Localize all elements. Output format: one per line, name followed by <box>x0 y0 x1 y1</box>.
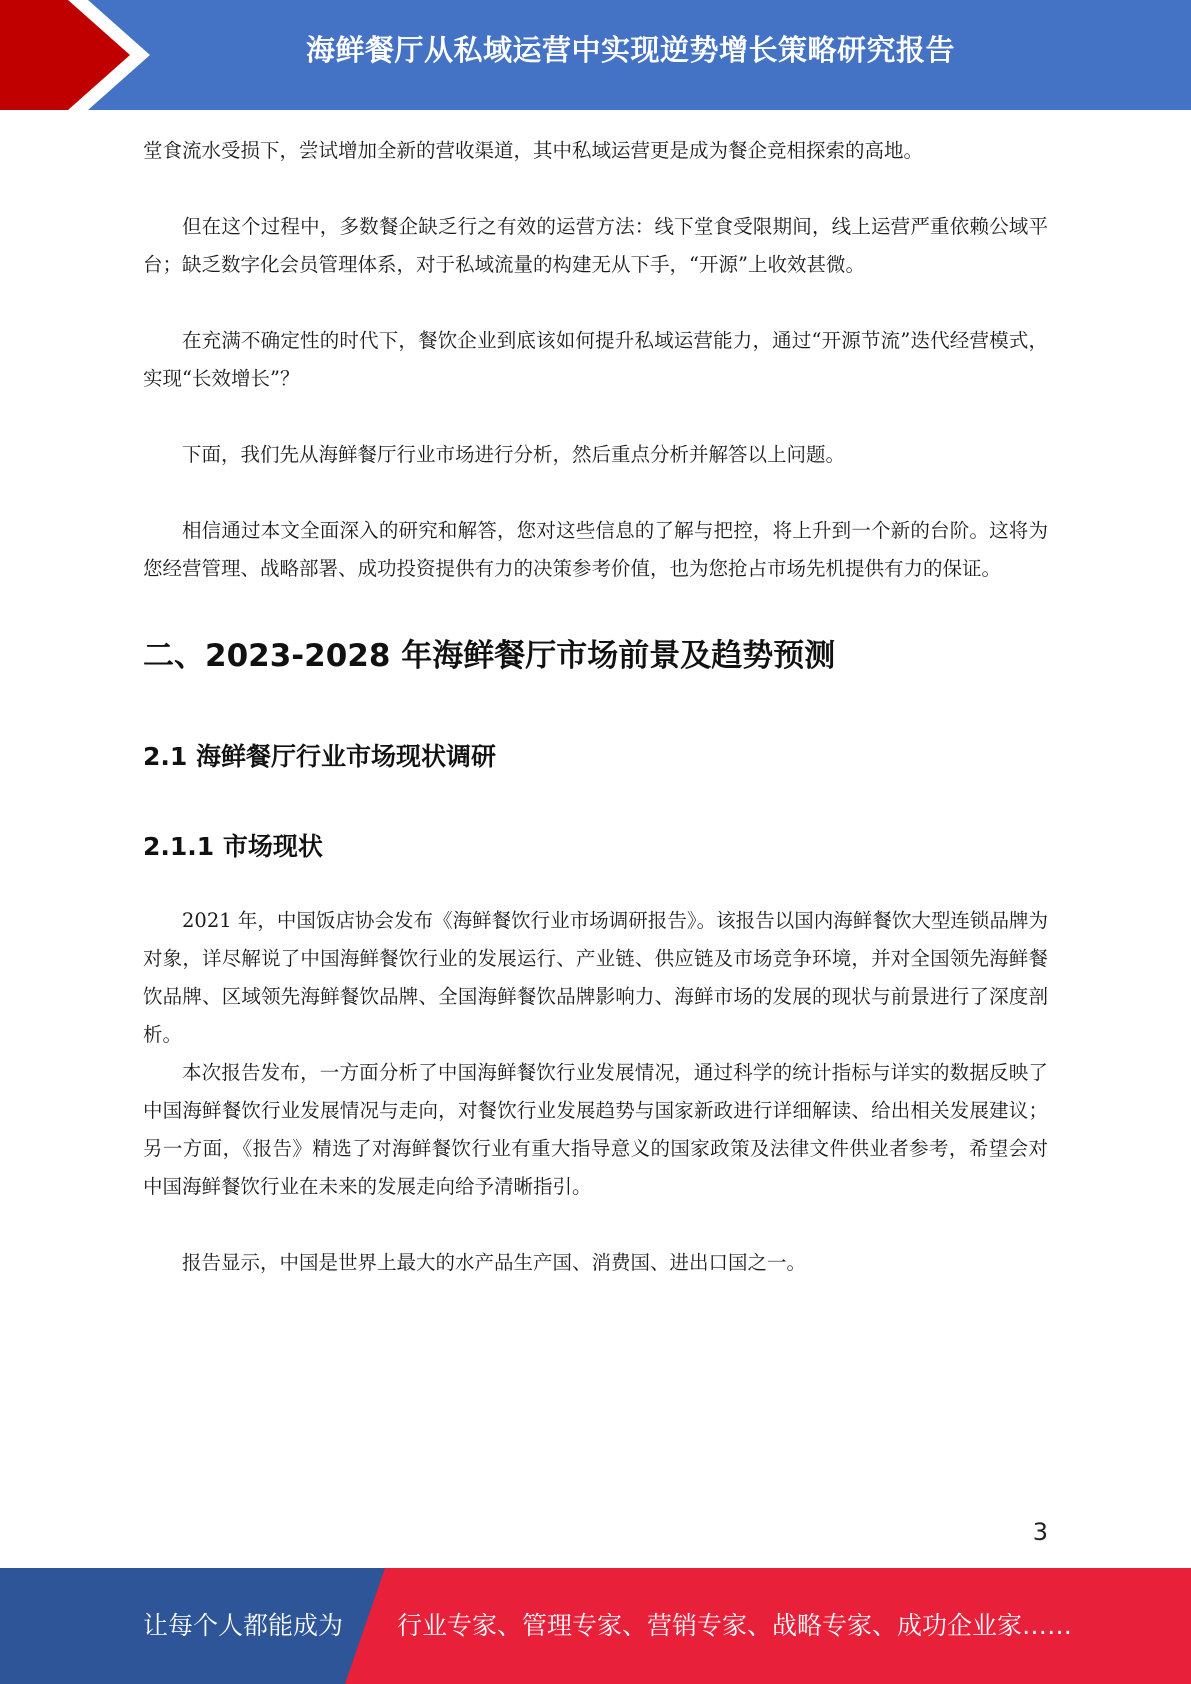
page-header <box>0 0 1191 110</box>
subsection-heading: 2.1 海鲜餐厅行业市场现状调研 <box>143 742 496 771</box>
intro-paragraph-2: 但在这个过程中，多数餐企缺乏行之有效的运营方法：线下堂食受限期间，线上运营严重依赖公域平台；缺乏数字化会员管理体系，对于私域流量的构建无从下手，“开源”上收效甚微。 <box>143 215 1048 276</box>
body-paragraph-1: 2021 年，中国饭店协会发布《海鲜餐饮行业市场调研报告》。该报告以国内海鲜餐饮大型连锁品牌为对象，详尽解说了中国海鲜餐饮行业的发展运行、产业链、供应链及市场竞争环境，并对全国领先海鲜餐饮品牌、区域领先海鲜餐饮品牌、全国海鲜餐饮品牌影响力、海鲜市场的发展的现状与前景进行了深度剖析。 <box>143 909 1048 1046</box>
page-number: 3 <box>1032 1518 1048 1546</box>
footer-slogan-left: 让每个人都能成为 <box>143 1611 344 1640</box>
body-paragraph-2: 本次报告发布，一方面分析了中国海鲜餐饮行业发展情况，通过科学的统计指标与详实的数据反映了中国海鲜餐饮行业发展情况与走向，对餐饮行业发展趋势与国家新政进行详细解读、给出相关发展建议；另一方面，《报告》精选了对海鲜餐饮行业有重大指导意义的国家政策及法律文件供业者参考，希望会对中国海鲜餐饮行业在未来的发展走向给予清晰指引。 <box>143 1061 1048 1198</box>
body-paragraph-3: 报告显示，中国是世界上最大的水产品生产国、消费国、进出口国之一。 <box>182 1251 807 1274</box>
intro-paragraph-1: 堂食流水受损下，尝试增加全新的营收渠道，其中私域运营更是成为餐企竞相探索的高地。 <box>143 139 924 162</box>
section-heading: 二、2023-2028 年海鲜餐厅市场前景及趋势预测 <box>143 638 836 674</box>
page-footer <box>0 1568 1191 1684</box>
intro-paragraph-3: 在充满不确定性的时代下，餐饮企业到底该如何提升私域运营能力，通过“开源节流”迭代经营模式，实现“长效增长”？ <box>143 329 1048 390</box>
document-body <box>143 132 1048 1282</box>
document-title: 海鲜餐厅从私域运营中实现逆势增长策略研究报告 <box>305 33 955 67</box>
header-red-chevron <box>0 0 150 110</box>
intro-paragraph-4: 下面，我们先从海鲜餐厅行业市场进行分析，然后重点分析并解答以上问题。 <box>182 443 846 466</box>
intro-paragraph-5: 相信通过本文全面深入的研究和解答，您对这些信息的了解与把控，将上升到一个新的台阶。这将为您经营管理、战略部署、成功投资提供有力的决策参考价值，也为您抢占市场先机提供有力的保证。 <box>143 519 1048 580</box>
subsubsection-heading: 2.1.1 市场现状 <box>143 832 323 861</box>
footer-slogan-right: 行业专家、管理专家、营销专家、战略专家、成功企业家…… <box>397 1611 1073 1640</box>
